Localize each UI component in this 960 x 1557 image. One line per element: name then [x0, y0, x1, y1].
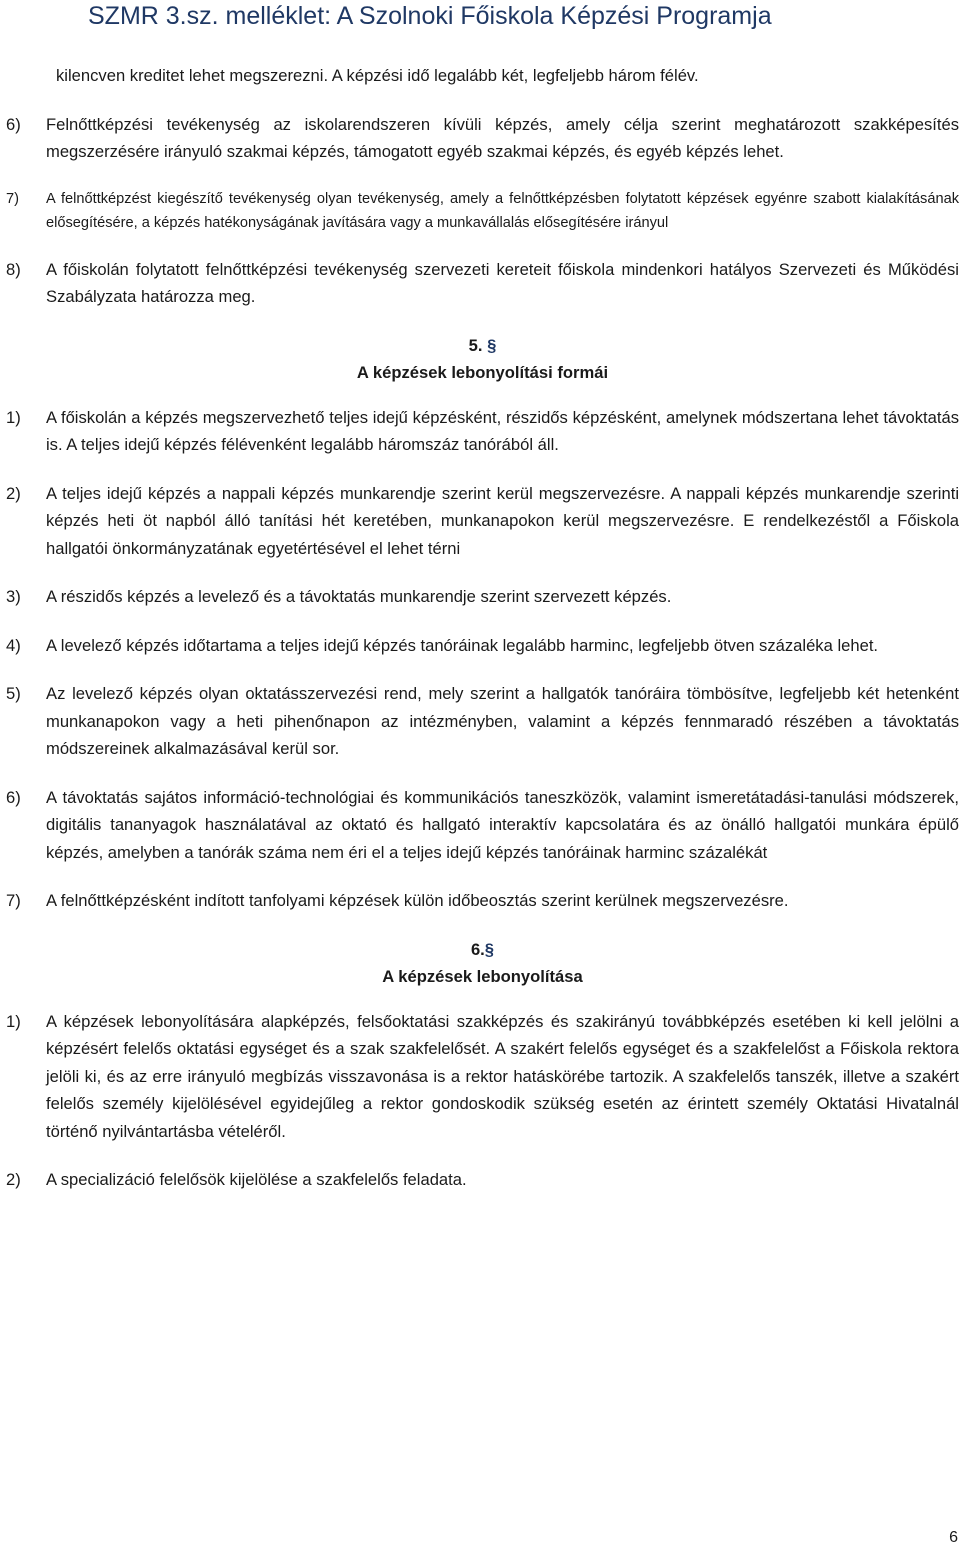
- section-number: 5.: [468, 335, 483, 355]
- section-title: A képzések lebonyolítási formái: [356, 362, 609, 382]
- item-text: A felnőttképzést kiegészítő tevékenység olyan tevékenység, amely a felnőttképzésben folytatott képzések egyénre szabott kialakításának elősegítésére, a képzés hatékonyságának javítására vagy a munkavállalás elősegítésére irányul: [46, 190, 959, 231]
- list-item: [6, 404, 959, 459]
- list-item: [6, 1008, 959, 1146]
- list-item: [6, 583, 959, 611]
- item-number: 2): [6, 483, 21, 503]
- item-number: 1): [6, 407, 21, 427]
- item-text: Az levelező képzés olyan oktatásszervezési rend, mely szerint a hallgatók tanóráira tömbösítve, legfeljebb két hetenként munkanapokon vagy a heti pihenőnapon az intézményben, valamint a képzés fennmaradó részében a távoktatás módszereinek alkalmazásával kerül sor.: [46, 684, 959, 758]
- section-heading-6: [6, 936, 959, 990]
- list-item: [6, 632, 959, 660]
- document-body: [6, 62, 959, 1215]
- list-item: [6, 784, 959, 867]
- page-header: SZMR 3.sz. melléklet: A Szolnoki Főiskola Képzési Programja: [88, 2, 772, 30]
- item-text: A főiskolán folytatott felnőttképzési tevékenység szervezeti kereteit főiskola mindenkori hatályos Szervezeti és Működési Szabályzata határozza meg.: [46, 259, 959, 306]
- item-number: 2): [6, 1170, 21, 1189]
- page-number: 6: [949, 1529, 958, 1546]
- list-item: [6, 887, 959, 915]
- list-item: [6, 256, 959, 311]
- item-text: A specializáció felelősök kijelölése a szakfelelős feladata.: [46, 1170, 467, 1189]
- item-text: A teljes idejű képzés a nappali képzés munkarendje szerint kerül megszervezésre. A nappali képzés munkarendje szerinti képzés heti öt napból álló tanítási hét keretében, munkanapokon kerül megszervezésre. E rendelkezéstől a Főiskola hallgatói önkormányzatának egyetértésével el lehet térni: [46, 483, 959, 558]
- item-number: 4): [6, 635, 21, 655]
- item-number: 1): [6, 1011, 21, 1031]
- section-heading-5: [6, 332, 959, 386]
- section-title: A képzések lebonyolítása: [382, 966, 583, 986]
- item-number: 6): [6, 787, 21, 807]
- list-item: [6, 187, 959, 235]
- list-item: [6, 680, 959, 763]
- item-text: A távoktatás sajátos információ-technológiai és kommunikációs taneszközök, valamint ismeretátadási-tanulási módszerek, digitális tananyagok használatával az oktató és hallgató interaktív kapcsolatára és az önálló hallgatói munkára épülő képzés, amelyben a tanórák száma nem éri el a teljes idejű képzés tanóráinak harminc százalékát: [46, 787, 959, 862]
- list-item: [6, 480, 959, 563]
- item-text: Felnőttképzési tevékenység az iskolarendszeren kívüli képzés, amely célja szerint meghatározott szakképesítés megszerzésére irányuló szakmai képzés, támogatott egyéb szakmai képzés, és egyéb képzés lehet.: [46, 114, 959, 161]
- list-item: [6, 1166, 959, 1194]
- item-text: A részidős képzés a levelező és a távoktatás munkarendje szerint szervezett képzés.: [46, 587, 672, 606]
- item-text: A képzések lebonyolítására alapképzés, felsőoktatási szakképzés és szakirányú továbbképzés esetében ki kell jelölni a képzésért felelős oktatási egységet és a szak szakfelelősét. A szakért felelős egységet és a szakfelelőst a Főiskola rektora jelöli ki, és az erre irányuló megbízás visszavonása is a rektor hatáskörébe tartozik. A szakfelelős tanszék, illetve a szakért felelős személy kijelölésével egyidejűleg a rektor gondoskodik szükség esetén az érintett személy Oktatási Hivatalnál történő nyilvántartásba vételéről.: [46, 1011, 959, 1141]
- item-text: A főiskolán a képzés megszervezhető teljes idejű képzésként, részidős képzésként, amelynek módszertana lehet távoktatás is. A teljes idejű képzés félévenként legalább háromszáz tanórából áll.: [46, 407, 959, 454]
- item-text: A felnőttképzésként indított tanfolyami képzések külön időbeosztás szerint kerülnek megszervezésre.: [46, 891, 789, 910]
- item-number: 6): [6, 114, 21, 134]
- list-item: [6, 111, 959, 166]
- section-sign: §: [487, 335, 497, 355]
- item-number: 7): [6, 891, 21, 910]
- item-number: 7): [6, 190, 19, 207]
- intro-paragraph: kilencven kreditet lehet megszerezni. A képzési idő legalább két, legfeljebb három félév.: [56, 66, 699, 85]
- item-number: 8): [6, 259, 21, 279]
- section-sign: §: [484, 939, 495, 959]
- item-text: A levelező képzés időtartama a teljes idejű képzés tanóráinak legalább harminc, legfeljebb ötven százaléka lehet.: [46, 635, 879, 655]
- item-number: 5): [6, 684, 21, 703]
- item-number: 3): [6, 587, 21, 606]
- section-number: 6.: [470, 939, 485, 959]
